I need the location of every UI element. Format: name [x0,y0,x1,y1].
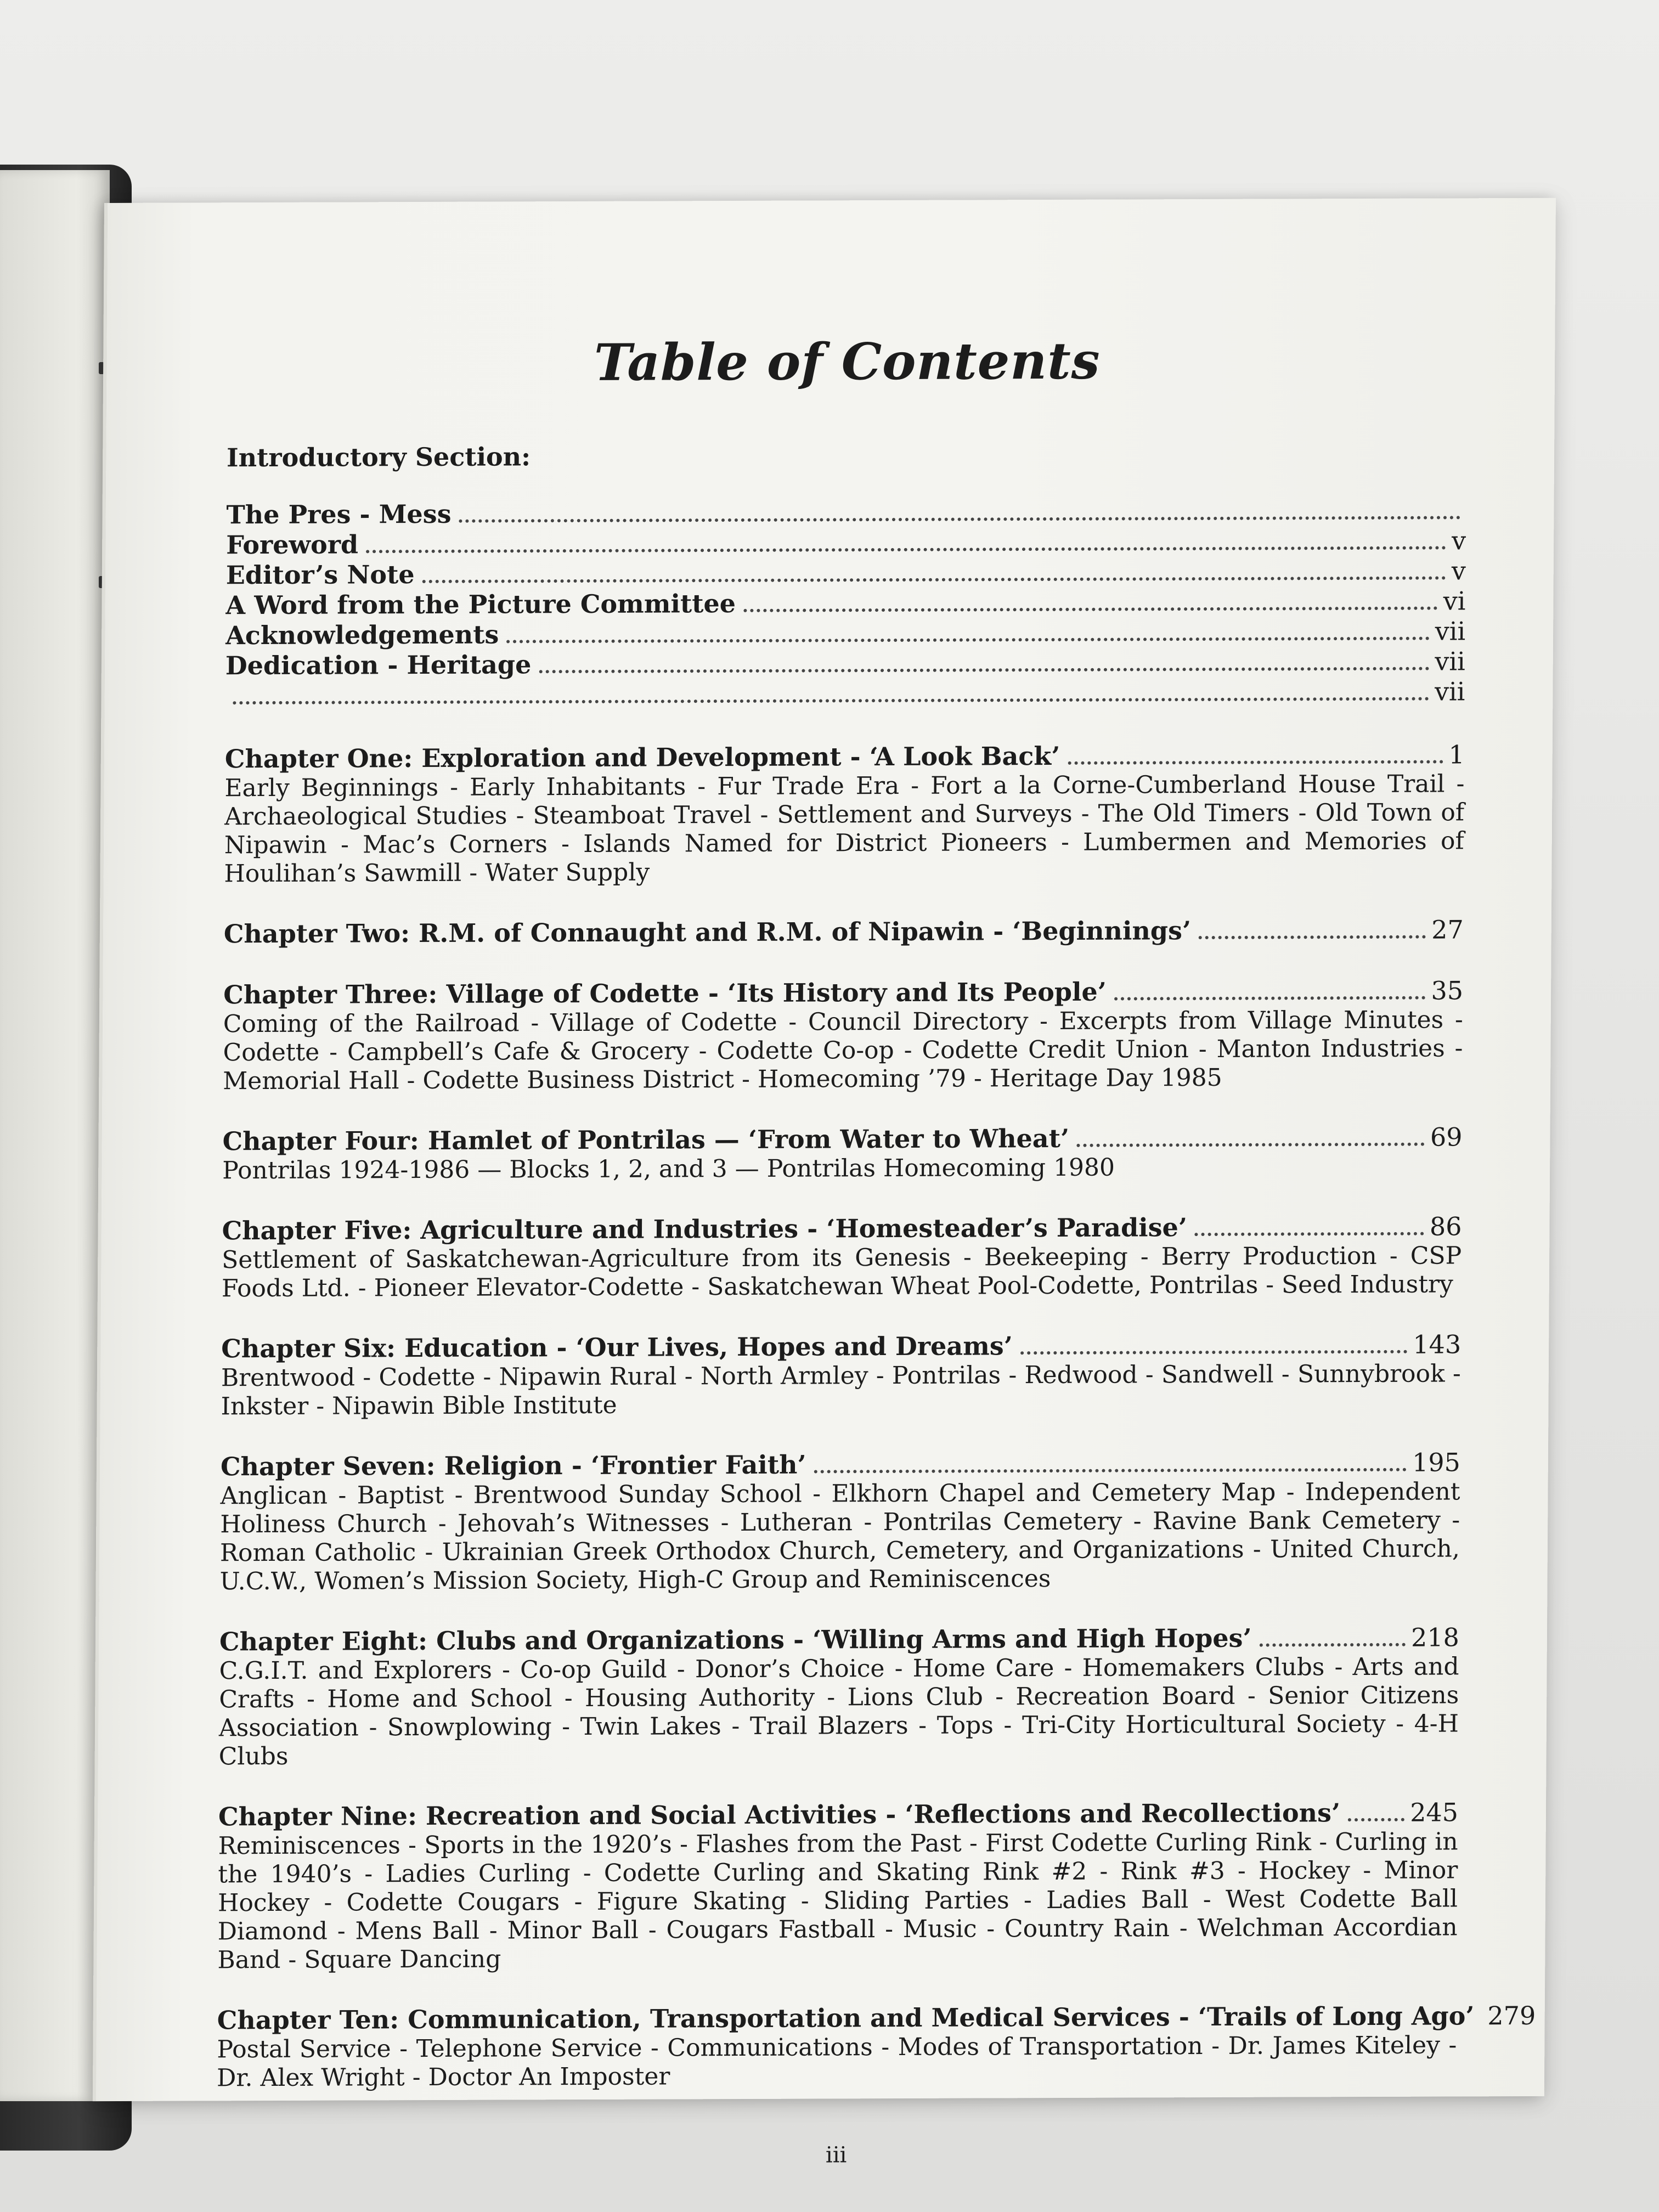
chapter-heading-row [218,1797,1458,1832]
left-page-edge [0,170,110,2101]
entry-title: Chapter Five: Agriculture and Industries - ‘Homesteader’s Paradise’ [222,1212,1188,1246]
chapter-entry [219,1447,1460,1596]
intro-entry [225,676,1465,711]
entry-page-number: v [1451,526,1466,556]
chapter-description: Early Beginnings - Early Inhabitants - Fur Trade Era - Fort a la Corne-Cumberland House Trail - Archaeological Studies - Steamboat Travel - Settlement and Surveys - The Old Timers - Old Town of Nipawin - Mac’s Corners - Islands Named for District Pioneers - Lumbermen and Memories of Houlihan’s Sawmill - Water Supply [224,770,1465,888]
entry-page-number: 218 [1410,1622,1460,1652]
chapter-entry [221,1329,1461,1421]
entry-page-number: vii [1435,646,1465,676]
entry-page-number: vii [1434,676,1465,707]
intro-entry [226,556,1466,590]
entry-page-number: 245 [1410,1797,1459,1827]
dot-leader [233,697,1429,705]
dot-leader [1199,935,1426,939]
chapter-heading-row [222,1122,1462,1156]
entry-title: A Word from the Picture Committee [225,588,736,620]
chapter-entry [224,740,1465,888]
chapter-heading-row [217,2000,1536,2035]
entry-title: Chapter Four: Hamlet of Pontrilas — ‘From Water to Wheat’ [222,1123,1070,1156]
entry-title: Dedication - Heritage [225,650,532,681]
dot-leader [366,546,1446,553]
entry-page-number: 279 [1487,2000,1536,2031]
entry-title: Chapter Nine: Recreation and Social Activities - ‘Reflections and Recollections’ [218,1798,1341,1832]
entry-title: Editor’s Note [225,560,415,590]
chapter-description: Postal Service - Telephone Service - Communications - Modes of Transportation - Dr. James Kiteley - Dr. Alex Wright - Doctor An Imposter [216,2031,1457,2092]
dot-leader [1020,1350,1408,1355]
dot-leader [1348,1818,1404,1821]
dot-leader [1068,760,1443,764]
intro-entry [225,586,1465,620]
entry-page-number: 86 [1429,1211,1462,1242]
page-number: iii [825,2142,847,2168]
toc-content [216,330,1536,2168]
entry-page-number: 1 [1448,740,1465,770]
chapter-entry [222,1122,1463,1185]
entry-page-number: 35 [1431,975,1464,1006]
entry-page-number: 195 [1412,1447,1461,1477]
chapter-heading-row [221,1447,1460,1482]
chapter-description: Reminiscences - Sports in the 1920’s - Flashes from the Past - First Codette Curling Rink - Curling in the 1940’s - Ladies Curling - Codette Curling and Skating Rink #2 - Rink #3 - Hockey - Minor Hockey - Codette Cougars - Figure Skating - Sliding Parties - Ladies Ball - West Codette Ball Diamond - Mens Ball - Minor Ball - Cougars Fastball - Music - Country Rain - Welchman Accordian Band - Square Dancing [217,1827,1458,1974]
chapter-entry [219,1622,1460,1771]
chapter-entry [223,975,1463,1096]
chapter-heading-row [219,1622,1459,1657]
entry-title: Chapter Two: R.M. of Connaught and R.M. of Nipawin - ‘Beginnings’ [223,916,1192,949]
chapter-heading-row [223,975,1463,1010]
entry-title: Chapter Three: Village of Codette - ‘Its History and Its People’ [223,977,1107,1010]
chapter-description: Settlement of Saskatchewan-Agriculture from its Genesis - Beekeeping - Berry Production - CSP Foods Ltd. - Pioneer Elevator-Codette - Saskatchewan Wheat Pool-Codette, Pontrilas - Seed Industry [221,1242,1462,1303]
book-page [93,198,1556,2168]
chapter-heading-row [224,915,1464,949]
intro-entry [225,616,1465,651]
entry-page-number: vii [1435,616,1466,646]
entry-title: Chapter Ten: Communication, Transportation and Medical Services - ‘Trails of Long Ago’ [217,2001,1475,2035]
chapter-heading-row [222,1211,1462,1246]
dot-leader [743,607,1438,612]
dot-leader [1259,1643,1406,1647]
dot-leader [1114,996,1426,1001]
chapter-heading-row [225,740,1465,774]
section-heading: Introductory Section: [226,442,531,473]
intro-entry [225,646,1465,681]
chapter-description: C.G.I.T. and Explorers - Co-op Guild - Donor’s Choice - Home Care - Homemakers Clubs - Arts and Crafts - Home and School - Housing Authority - Lions Club - Recreation Board - Senior Citizens Association - Snowplowing - Twin Lakes - Trail Blazers - Tops - Tri-City Horticultural Society - 4-H Clubs [218,1652,1459,1771]
chapter-description: Anglican - Baptist - Brentwood Sunday School - Elkhorn Chapel and Cemetery Map - Independent Holiness Church - Jehovah’s Witnesses - Lutheran - Pontrilas Cemetery - Ravine Bank Cemetery - Roman Catholic - Ukrainian Greek Orthodox Church, Cemetery, and Organizations - United Church, U.C.W., Women’s Mission Society, High-C Group and Reminiscences [219,1477,1460,1596]
dot-leader [1077,1143,1425,1147]
dot-leader [539,667,1429,674]
entry-page-number: vi [1443,586,1466,616]
dot-leader [1195,1232,1424,1236]
chapter-entry [216,2000,1536,2092]
chapter-entry [217,1797,1458,1974]
intro-entry [226,526,1466,560]
page-title: Table of Contents [594,331,1101,392]
chapter-description: Brentwood - Codette - Nipawin Rural - North Armley - Pontrilas - Redwood - Sandwell - Sunnybrook - Inkster - Nipawin Bible Institute [221,1359,1462,1421]
entry-title: Chapter Eight: Clubs and Organizations - ‘Willing Arms and High Hopes’ [219,1623,1252,1657]
entry-title: Chapter Seven: Religion - ‘Frontier Faith’ [220,1449,806,1482]
chapter-description: Coming of the Railroad - Village of Codette - Council Directory - Excerpts from Village Minutes - Codette - Campbell’s Cafe & Grocery - Codette Co-op - Codette Credit Union - Manton Industries - Memorial Hall - Codette Business District - Homecoming ’79 - Heritage Day 1985 [223,1006,1463,1096]
intro-list [225,495,1466,711]
entry-page-number: 69 [1430,1122,1463,1152]
chapter-entry [222,1211,1462,1303]
chapter-entry [224,915,1464,949]
dot-leader [422,576,1446,583]
entry-page-number: 143 [1413,1329,1462,1359]
dot-leader [506,637,1429,644]
entry-title: The Pres - Mess [226,499,452,530]
dot-leader [814,1468,1407,1474]
chapter-list [216,740,1536,2092]
chapter-heading-row [221,1329,1461,1364]
entry-title: Chapter One: Exploration and Development - ‘A Look Back’ [224,741,1060,774]
entry-title: Foreword [226,529,359,560]
intro-entry [226,495,1466,530]
chapter-description: Pontrilas 1924-1986 — Blocks 1, 2, and 3 — Pontrilas Homecoming 1980 [222,1153,1115,1185]
entry-page-number: 27 [1431,915,1464,945]
entry-page-number: v [1451,556,1466,586]
dot-leader [459,516,1460,522]
entry-title: Acknowledgements [225,619,499,651]
entry-title: Chapter Six: Education - ‘Our Lives, Hopes and Dreams’ [221,1331,1013,1364]
